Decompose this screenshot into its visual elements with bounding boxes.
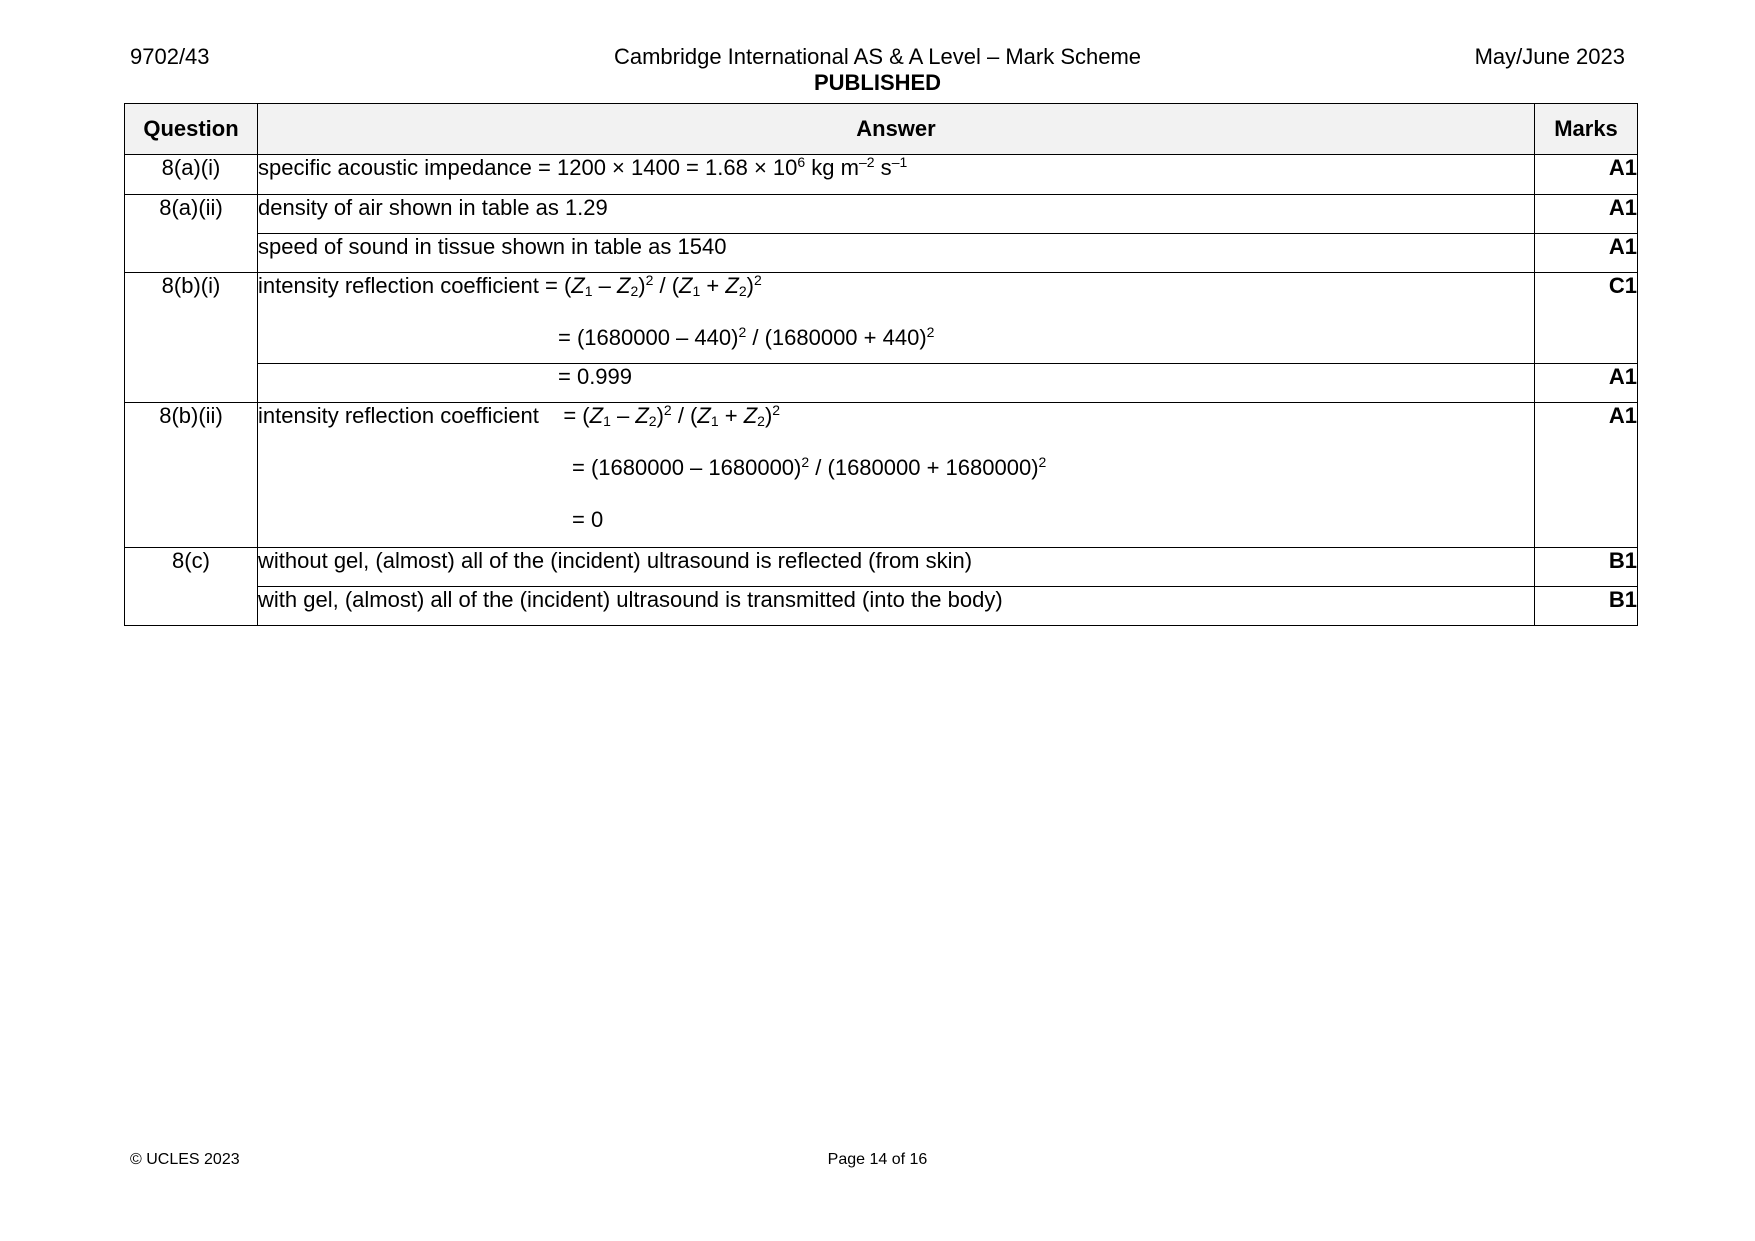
subscript: 1 bbox=[692, 283, 701, 299]
mark-cell: A1 bbox=[1535, 403, 1638, 548]
subscript: 2 bbox=[757, 413, 765, 429]
variable: Z bbox=[679, 273, 693, 298]
formula-line bbox=[258, 273, 1534, 325]
variable: Z bbox=[635, 403, 649, 428]
formula-line bbox=[258, 403, 1534, 455]
exponent: –1 bbox=[891, 154, 908, 170]
variable: Z bbox=[743, 403, 758, 428]
table-row bbox=[125, 195, 1638, 234]
question-number: 8(c) bbox=[125, 548, 258, 626]
exponent: 2 bbox=[645, 272, 654, 288]
subscript: 1 bbox=[584, 283, 593, 299]
answer-cell: without gel, (almost) all of the (incident) ultrasound is reflected (from skin) bbox=[258, 548, 1535, 587]
unit-text: kg m bbox=[805, 155, 859, 180]
formula-line bbox=[258, 325, 1534, 351]
operator: + bbox=[700, 273, 726, 298]
question-number: 8(b)(ii) bbox=[125, 403, 258, 548]
table-row bbox=[125, 364, 1638, 403]
variable: Z bbox=[697, 403, 711, 428]
mark-cell: A1 bbox=[1535, 155, 1638, 195]
formula-text: = (1680000 – 440) bbox=[558, 325, 739, 350]
table-row bbox=[125, 234, 1638, 273]
column-header-marks: Marks bbox=[1535, 104, 1638, 155]
operator: – bbox=[592, 273, 617, 298]
formula-text: / ( bbox=[671, 403, 698, 428]
formula-text: = ( bbox=[544, 273, 572, 298]
exponent: 2 bbox=[801, 454, 810, 470]
formula-line: = 0.999 bbox=[558, 364, 633, 389]
formula-text: / (1680000 + 1680000) bbox=[809, 455, 1039, 480]
published-label: PUBLISHED bbox=[813, 70, 942, 95]
variable: Z bbox=[589, 403, 604, 428]
formula-line bbox=[258, 455, 1534, 507]
formula-text: ) bbox=[656, 403, 664, 428]
exponent: 2 bbox=[1038, 454, 1047, 470]
mark-cell: B1 bbox=[1535, 548, 1638, 587]
question-number: 8(a)(i) bbox=[125, 155, 258, 195]
mark-cell: A1 bbox=[1535, 364, 1638, 403]
exponent: 2 bbox=[926, 324, 935, 340]
mark-cell: A1 bbox=[1535, 195, 1638, 234]
formula-text: ) bbox=[764, 403, 773, 428]
unit-text: s bbox=[874, 155, 892, 180]
column-header-answer: Answer bbox=[258, 104, 1535, 155]
formula-line: = 0 bbox=[572, 507, 604, 532]
subscript: 1 bbox=[710, 413, 719, 429]
page-number: Page 14 of 16 bbox=[827, 1151, 928, 1168]
formula-text: / (1680000 + 440) bbox=[746, 325, 927, 350]
column-header-question: Question bbox=[125, 104, 258, 155]
copyright-notice: © UCLES 2023 bbox=[130, 1151, 240, 1168]
formula-label: intensity reflection coefficient bbox=[258, 403, 539, 428]
exam-session: May/June 2023 bbox=[1474, 44, 1625, 69]
table-row bbox=[125, 548, 1638, 587]
answer-cell: speed of sound in tissue shown in table as 1540 bbox=[258, 234, 1535, 273]
formula-text: = (1680000 – 1680000) bbox=[572, 455, 802, 480]
subscript: 2 bbox=[630, 283, 639, 299]
mark-cell: C1 bbox=[1535, 273, 1638, 364]
formula-text: ) bbox=[638, 273, 646, 298]
subscript: 1 bbox=[603, 413, 611, 429]
subscript: 2 bbox=[648, 413, 657, 429]
formula-text: ) bbox=[746, 273, 754, 298]
formula-label: intensity reflection coefficient bbox=[258, 273, 539, 298]
answer-cell bbox=[258, 403, 1535, 548]
table-row bbox=[125, 403, 1638, 548]
subscript: 2 bbox=[738, 283, 747, 299]
table-row bbox=[125, 155, 1638, 195]
exponent: 2 bbox=[738, 324, 747, 340]
formula-text: = ( bbox=[563, 403, 590, 428]
table-row bbox=[125, 587, 1638, 626]
operator: – bbox=[610, 403, 636, 428]
exponent: 6 bbox=[797, 154, 806, 170]
answer-cell bbox=[258, 364, 1535, 403]
exponent: 2 bbox=[663, 402, 672, 418]
operator: + bbox=[718, 403, 744, 428]
variable: Z bbox=[617, 273, 631, 298]
answer-cell bbox=[258, 273, 1535, 364]
exponent: –2 bbox=[858, 154, 875, 170]
variable: Z bbox=[725, 273, 739, 298]
formula-text: / ( bbox=[653, 273, 680, 298]
table-row bbox=[125, 273, 1638, 364]
answer-cell bbox=[258, 155, 1535, 195]
exponent: 2 bbox=[772, 402, 781, 418]
mark-cell: A1 bbox=[1535, 234, 1638, 273]
answer-cell: density of air shown in table as 1.29 bbox=[258, 195, 1535, 234]
exponent: 2 bbox=[753, 272, 762, 288]
paper-code: 9702/43 bbox=[130, 44, 210, 69]
variable: Z bbox=[571, 273, 585, 298]
title-text: Cambridge International AS & A Level – Mark Scheme bbox=[613, 44, 1142, 69]
answer-cell: with gel, (almost) all of the (incident) ultrasound is transmitted (into the body) bbox=[258, 587, 1535, 626]
mark-scheme-table bbox=[124, 103, 1638, 626]
mark-cell: B1 bbox=[1535, 587, 1638, 626]
table-header-row bbox=[125, 104, 1638, 155]
answer-text: specific acoustic impedance = 1200 × 1400 = 1.68 × 10 bbox=[258, 155, 798, 180]
question-number: 8(a)(ii) bbox=[125, 195, 258, 273]
question-number: 8(b)(i) bbox=[125, 273, 258, 403]
